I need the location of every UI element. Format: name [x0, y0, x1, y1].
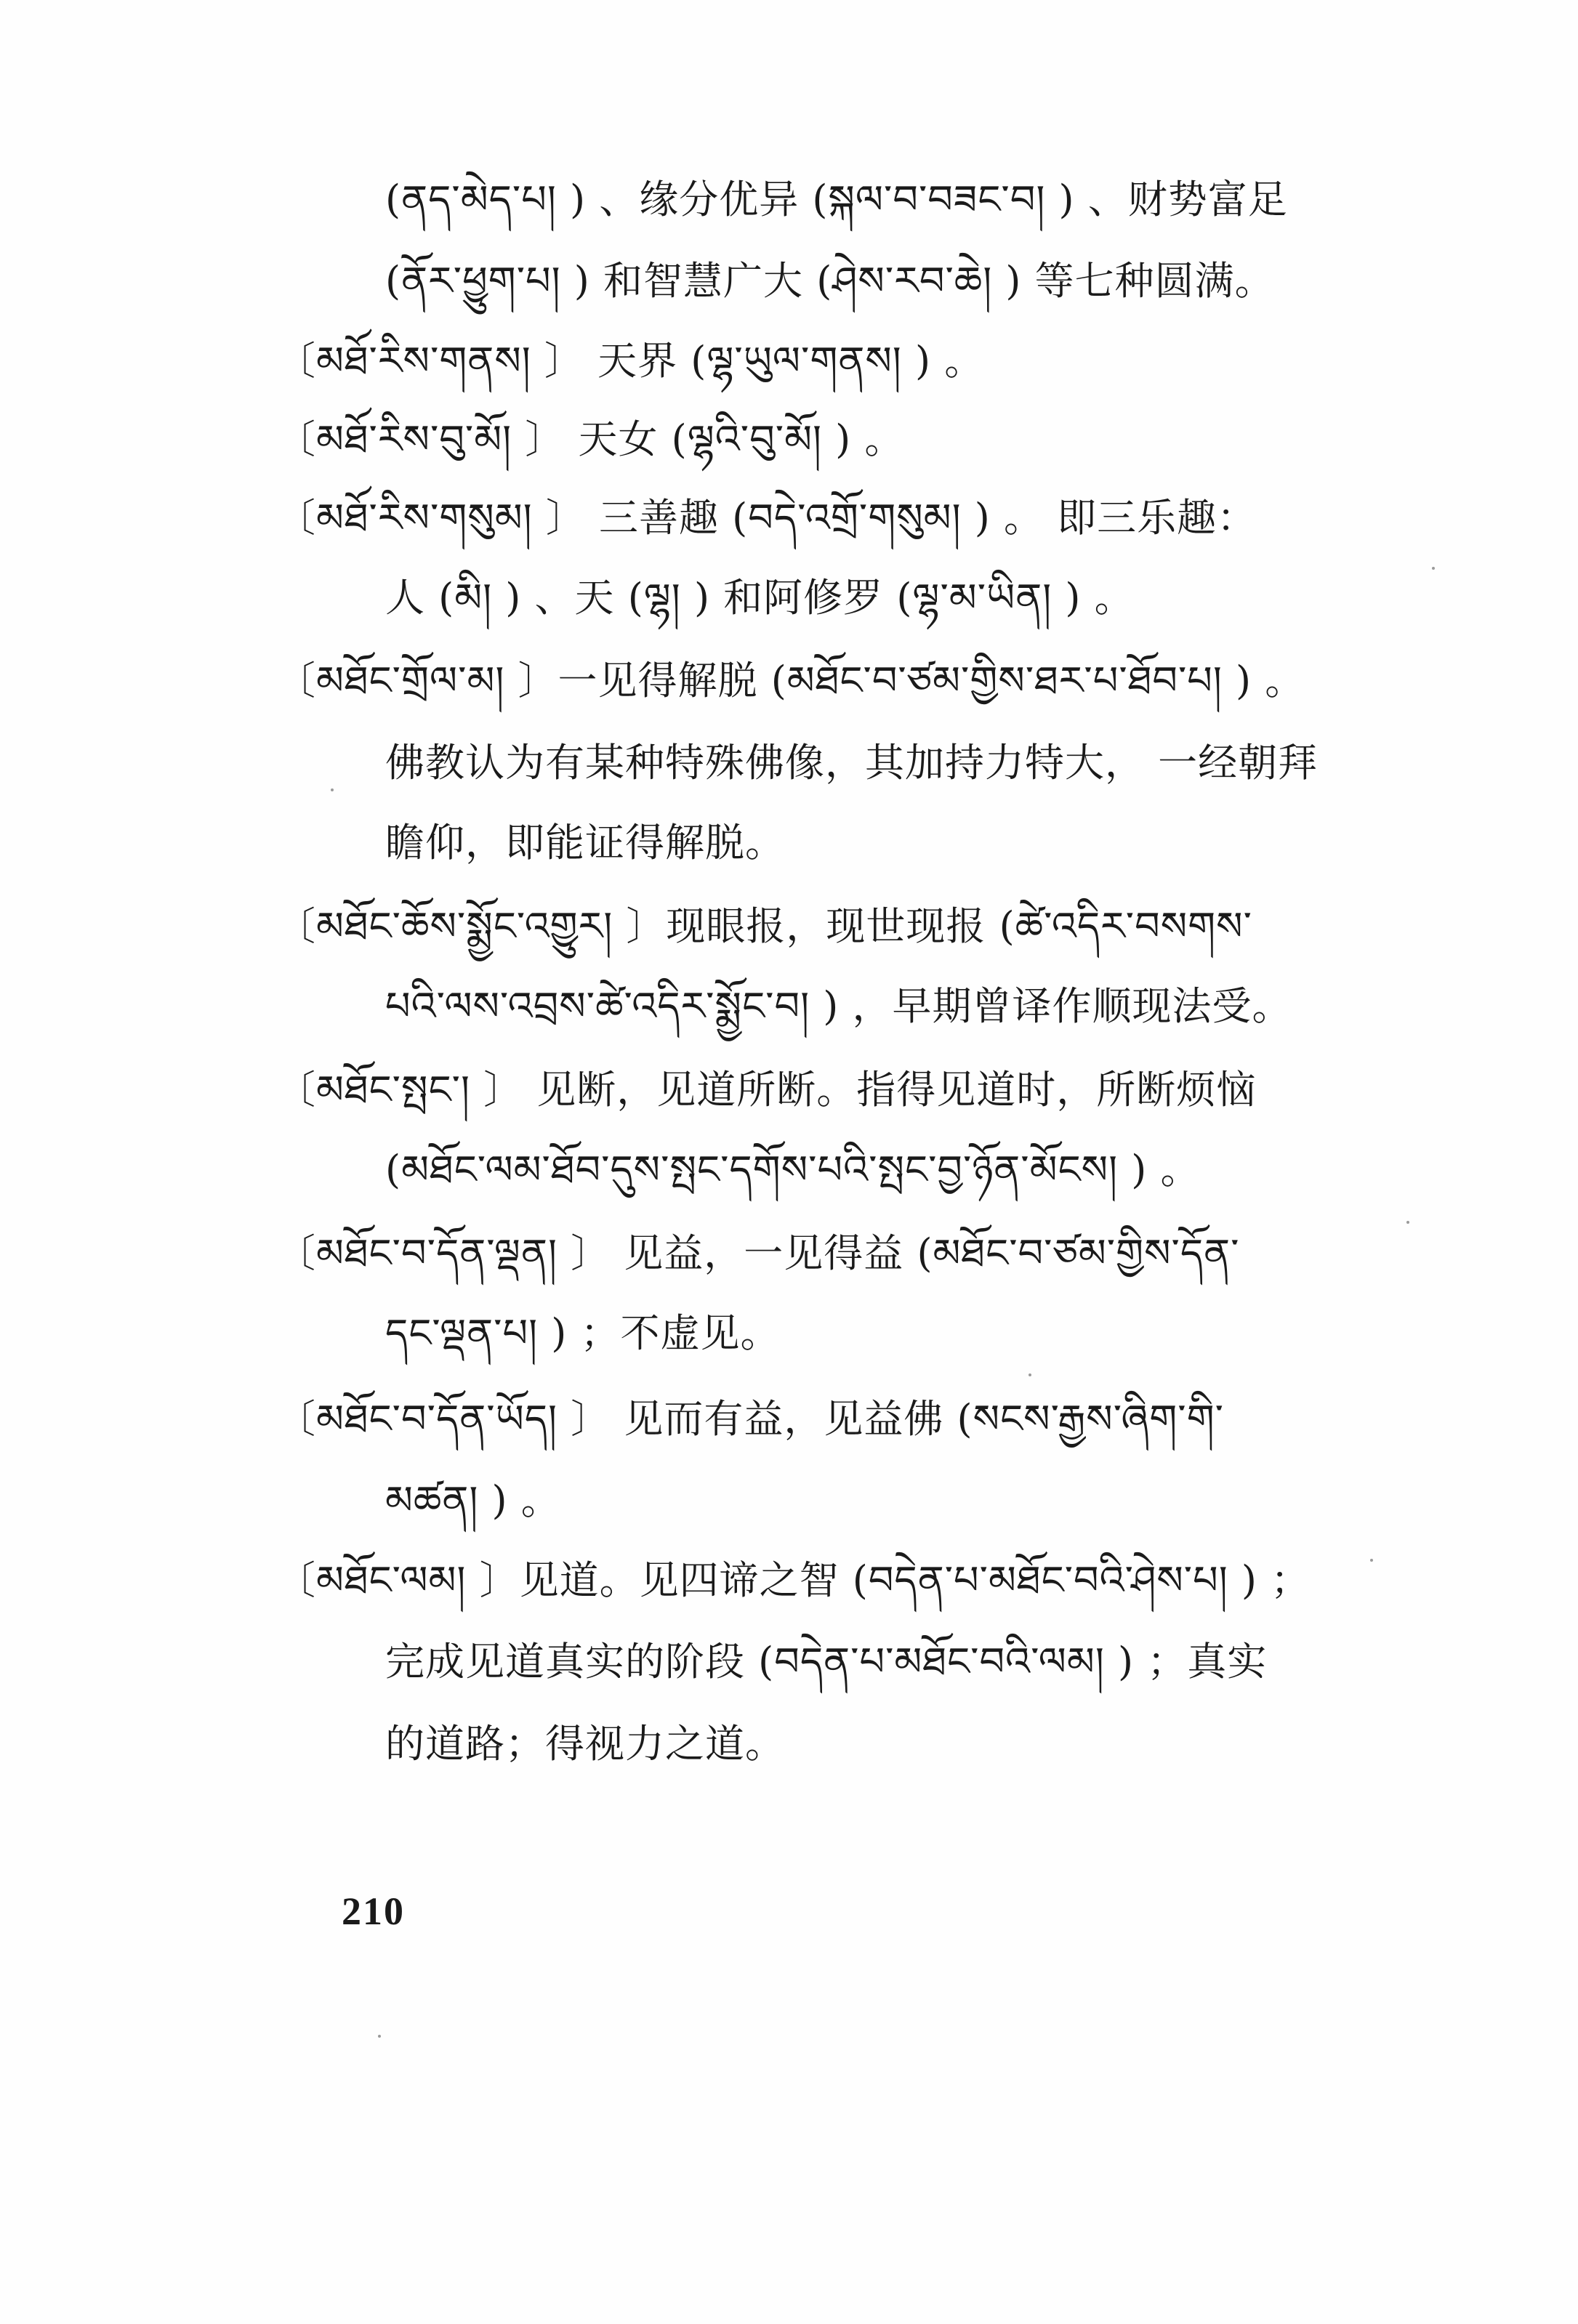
text-line: 人 (མི། ) 、天 (ལྷ། ) 和阿修罗 (ལྷ་མ་ཡིན། ) 。 — [385, 575, 1135, 621]
text-line: 的道路；得视力之道。 — [385, 1721, 785, 1767]
entry-line: 〔མཐོང་སྤང་། 〕 见断，见道所断。指得见道时，所断烦恼 — [276, 1067, 1257, 1113]
entry-line: 〔མཐོང་བ་དོན་ཡོད། 〕 见而有益，见益佛 (སངས་རྒྱས་ཞིག་གི་ — [276, 1396, 1224, 1442]
scan-speck — [1028, 1373, 1031, 1376]
entry-line: 〔མཐོ་རིས་བུ་མོ། 〕 天女 (ལྷའི་བུ་མོ། ) 。 — [276, 416, 905, 462]
scan-speck — [1432, 567, 1435, 570]
scan-speck — [1406, 1221, 1409, 1224]
text-line: 瞻仰，即能证得解脱。 — [385, 820, 785, 866]
entry-line: 〔མཐོ་རིས་གསུམ། 〕 三善趣 (བདེ་འགྲོ་གསུམ། ) 。 即三乐趣： — [276, 495, 1257, 541]
page-number: 210 — [342, 1889, 405, 1933]
scan-speck — [1370, 1559, 1373, 1562]
scan-speck — [331, 788, 334, 791]
text-line: 完成见道真实的阶段 (བདེན་པ་མཐོང་བའི་ལམ། ) ；真实 — [385, 1639, 1268, 1685]
text-line: (ནོར་ཕྱུག་པ། ) 和智慧广大 (ཤེས་རབ་ཆེ། ) 等七种圆满。 — [385, 258, 1275, 304]
text-line: དང་ལྡན་པ། ) ；不虚见。 — [385, 1310, 781, 1356]
entry-line: 〔མཐོང་ལམ། 〕见道。见四谛之智 (བདེན་པ་མཐོང་བའི་ཤེས་པ། ) ； — [276, 1557, 1311, 1603]
entry-line: 〔མཐོང་བ་དོན་ལྡན། 〕 见益，一见得益 (མཐོང་བ་ཙམ་གྱིས་དོན་ — [276, 1230, 1240, 1276]
text-line: 佛教认为有某种特殊佛像，其加持力特大， 一经朝拜 — [385, 740, 1319, 786]
entry-line: 〔མཐོ་རིས་གནས། 〕 天界 (ལྷ་ཡུལ་གནས། ) 。 — [276, 338, 985, 384]
scan-speck — [378, 2035, 381, 2038]
text-line: མཚན། ) 。 — [385, 1477, 561, 1523]
text-line: པའི་ལས་འབྲས་ཚེ་འདིར་སྨྱོང་བ། ) ，早期曾译作顺现法受。 — [385, 983, 1292, 1029]
text-line: (མཐོང་ལམ་ཐོབ་དུས་སྤང་དགོས་པའི་སྤང་བྱ་ཉོན་མོངས། ) 。 — [385, 1147, 1201, 1193]
entry-line: 〔མཐོང་གྲོལ་མ། 〕一见得解脱 (མཐོང་བ་ཙམ་གྱིས་ཐར་པ་ཐོབ་པ། ) 。 — [276, 658, 1305, 703]
entry-line: 〔མཐོང་ཆོས་སྨྱོང་འགྱུར། 〕现眼报，现世现报 (ཚེ་འདིར་བསགས་ — [276, 903, 1252, 949]
text-line: (ནད་མེད་པ། ) 、缘分优异 (སྐལ་བ་བཟང་བ། ) 、财势富足 — [385, 177, 1288, 222]
